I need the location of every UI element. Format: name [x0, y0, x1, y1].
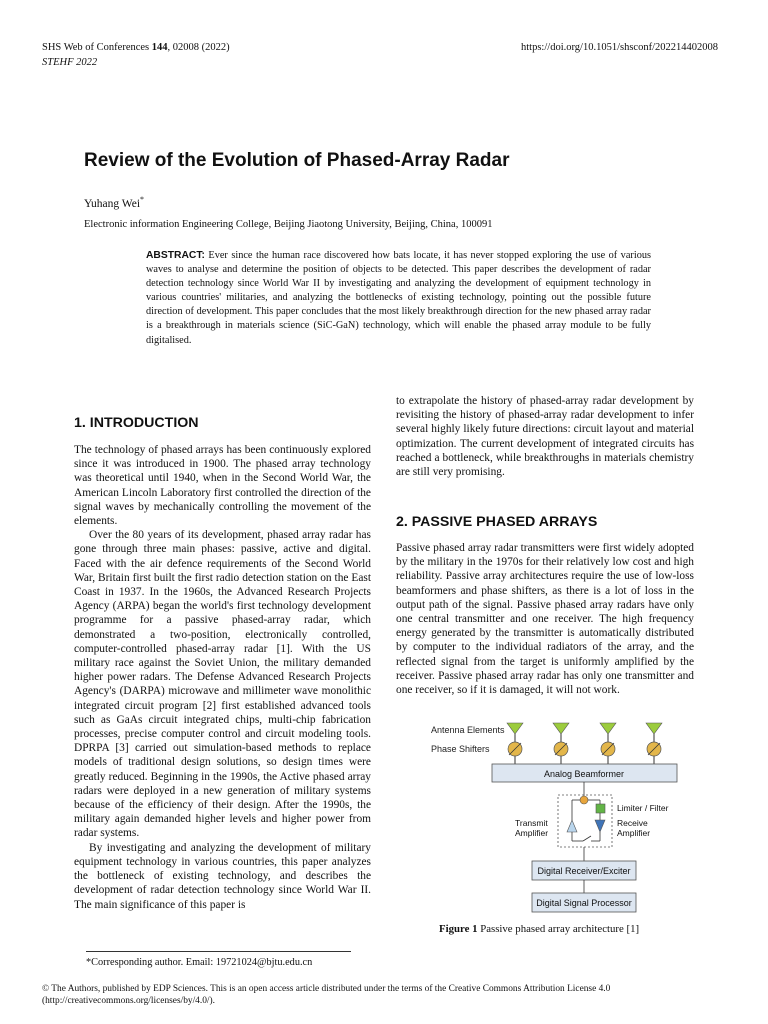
transmit-amplifier-icon [567, 820, 577, 832]
conference-name: STEHF 2022 [42, 57, 98, 68]
label-analog-beamformer: Analog Beamformer [543, 769, 625, 779]
phase-shifter-1 [508, 742, 522, 756]
footnote-divider [86, 951, 351, 952]
figure-caption-text: Passive phased array architecture [1] [477, 923, 640, 935]
author-mark: * [140, 195, 145, 204]
figure-1 [396, 720, 694, 920]
section-heading-introduction: 1. INTRODUCTION [74, 415, 199, 431]
label-antenna-elements: Antenna Elements [431, 725, 505, 735]
label-digital-receiver: Digital Receiver/Exciter [537, 866, 631, 876]
doi-link[interactable]: https://doi.org/10.1051/shsconf/202214402008 [521, 42, 718, 53]
phase-shifter-3 [601, 742, 615, 756]
label-dsp: Digital Signal Processor [536, 898, 632, 908]
label-transmit: Transmit [515, 818, 548, 828]
author-line [84, 195, 144, 210]
affiliation: Electronic information Engineering College, Beijing Jiaotong University, Beijing, China, 100091 [84, 219, 493, 230]
journal-line [42, 42, 230, 53]
circulator-icon [580, 796, 588, 804]
left-column [74, 443, 371, 912]
tr-switch-icon [583, 836, 591, 841]
journal-name: SHS Web of Conferences [42, 42, 152, 53]
figure-caption [439, 923, 639, 935]
license-text: © The Authors, published by EDP Sciences. This is an open access article distributed under the terms of the Creative Commons Attribution License 4.0 (http://creativecommons.org/licenses/by/4.0/). [42, 984, 611, 1006]
phase-shifter-4 [647, 742, 661, 756]
label-receive: Receive [617, 818, 648, 828]
intro-paragraph-2: Over the 80 years of its development, phased array radar has gone through three main phases: passive, active and digital. Faced with the air defence requirements of the Second World War, Britain first built the first radio detection station on the East Coast in 1937. In the 1960s, the Advanced Research Projects Agency (ARPA) began the world's first technology development programme for a passive phased-array radar, which demonstrated a two-position, electronically controlled, computer-controlled phased-array radar [1]. With the US military race against the Soviet Union, the military demanded higher power radars. The Defense Advanced Research Projects Agency's (DARPA) microwave and millimeter wave monolithic integrated circuit program [2] first established advanced tools such as GaAs circuit integrated chips, multi-chip fabrication processes, precise computer control and circuit modeling tools. DPRPA [3] carried out simulation-based methods to replace models of traditional design solutions, so design times were greatly reduced. Beginning in the 1990s, the Active phased array radars were deployed in a new generation of military systems because of the efficiency of their design. After the 1990s, the military again demanded higher levels and higher power from radar systems. [74, 529, 371, 840]
intro-paragraph-1: The technology of phased arrays has been continuously explored since it was introduced in 1900. The phased array technology was theoretical until 1940, when in the Second World War, the American Lincoln Laboratory first controlled the direction of the signal waves by mechanically controlling the movement of the elements. [74, 444, 371, 528]
label-transmit-amplifier: Amplifier [515, 828, 549, 838]
intro-paragraph-3: By investigating and analyzing the development of military equipment technology in various countries, this paper analyzes the bottleneck of existing technology, and describes the development of radar detection technology since World War II. The main significance of this paper is [74, 841, 371, 911]
phase-shifter-2 [554, 742, 568, 756]
label-receive-amplifier: Amplifier [617, 828, 651, 838]
abstract-label: ABSTRACT: [146, 250, 205, 261]
footnote: *Corresponding author. Email: 19721024@bjtu.edu.cn [86, 957, 313, 968]
label-phase-shifters: Phase Shifters [431, 744, 490, 754]
label-limiter-filter: Limiter / Filter [617, 803, 669, 813]
passive-paragraph-1: Passive phased array radar transmitters were first widely adopted by the military in the 1970s for their relatively low cost and high reliability. Passive array architectures require the use of low-loss beamformers and phase shifters, as there is a lot of loss in the output path of the signal. Passive phased array radars have only one central transmitter and one receiver. The high frequency energy generated by the transmitter is automatically distributed by computer to the individual radiators of the array, and the reflected signal from the target is uniformly amplified by the receiver. Passive phased array radar has only one transmitter and one receiver, so if it is damaged, it will not work. [396, 542, 694, 697]
article-number: , 02008 (2022) [167, 42, 230, 53]
journal-volume: 144 [151, 42, 168, 53]
paper-title: Review of the Evolution of Phased-Array Radar [84, 150, 510, 171]
receive-amplifier-icon [595, 820, 605, 832]
section-heading-passive: 2. PASSIVE PHASED ARRAYS [396, 514, 598, 530]
limiter-filter-icon [596, 804, 605, 813]
figure-caption-label: Figure 1 [439, 923, 478, 935]
intro-paragraph-3-continued: to extrapolate the history of phased-array radar development by revisiting the history of phased-array radar development to infer several highly likely future directions: circuit layout and material optimization. The current development of integrated circuits has reached a bottleneck, while breakthroughs in materials chemistry are still very promising. [396, 395, 694, 479]
author-name: Yuhang Wei [84, 197, 141, 210]
abstract-text: Ever since the human race discovered how bats locate, it has never stopped exploring the use of various waves to analyse and determine the position of objects to be detected. This paper describes the development of radar detection technology since World War II by investigating and analyzing the development of equipment technology in various countries' militaries, and analyzing the bottlenecks of existing technology, pointing out the possible future direction of development. This paper concludes that the most likely breakthrough direction for the new phased array radar is a breakthrough in materials science (SiC-GaN) technology, which will enable the phased array module to be fully digitalised. [146, 250, 651, 346]
abstract [146, 249, 651, 348]
